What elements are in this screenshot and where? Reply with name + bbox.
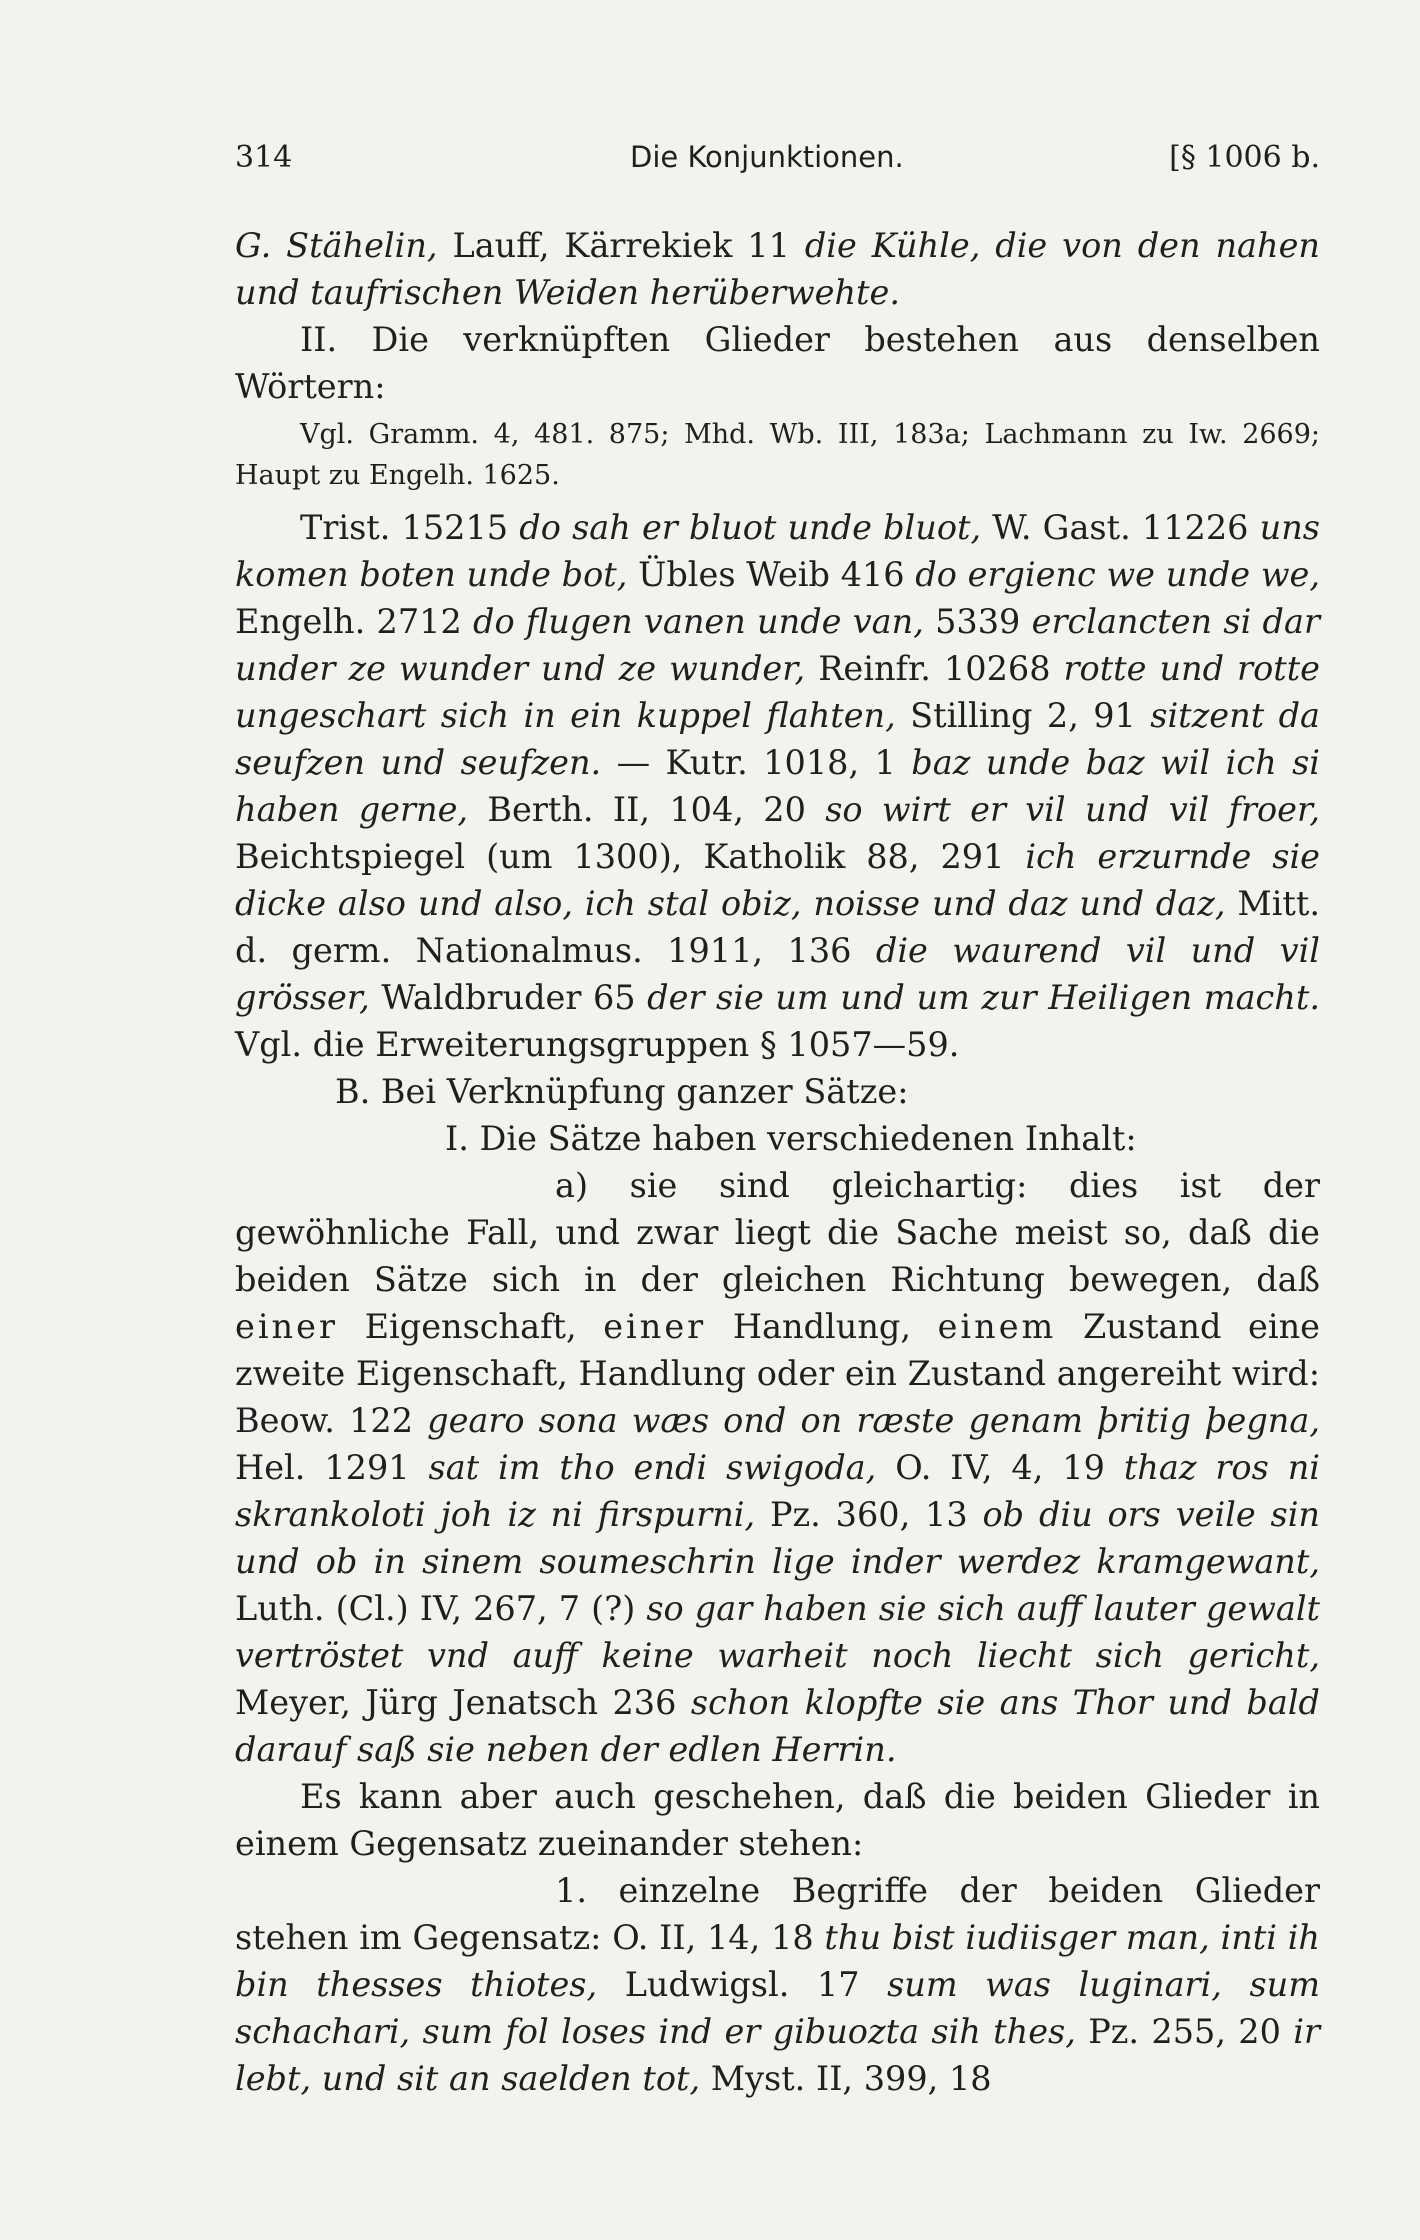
chapter-title: Die Konjunktionen. [630, 140, 904, 174]
text-run: Reinfr. 10268 [805, 649, 1064, 688]
page-number: 314 [235, 140, 293, 175]
text-run: 5339 [923, 602, 1032, 641]
text-run: Engelh. 2712 [235, 602, 474, 641]
text-run: Hel. 1291 [235, 1448, 429, 1487]
paragraph [235, 222, 1320, 316]
quotation-text: G. Stähelin, [235, 226, 438, 265]
paragraph [235, 1773, 1320, 1867]
quotation-text: die waurend vil und vil grösser, [235, 931, 1320, 1017]
quotation-text: gearo sona wæs ond on ræste genam þritig þegna, [427, 1401, 1320, 1440]
quotation-text: baz unde baz wil ich si haben gerne, [235, 743, 1321, 829]
quotation-text: do sah er bluot unde bluot, [519, 508, 982, 547]
quotation-text: ob diu ors veile sin und ob in sinem soumeschrin lige inder werdez kramgewant, [235, 1495, 1320, 1581]
text-run: Übles Weib 416 [627, 555, 916, 594]
quotation-text: so gar haben sie sich auff lauter gewalt vertröstet vnd auff keine warheit noch liecht sich gericht, [235, 1589, 1320, 1675]
quotation-text: so wirt er vil und vil froer, [825, 790, 1320, 829]
text-run: W. Gast. 11226 [981, 508, 1260, 547]
paragraph [235, 504, 1320, 1068]
quotation-text: ich erzurnde sie dicke also und also, ich stal obiz, noisse und daz und daz, [235, 837, 1320, 923]
text-run: Handlung, [706, 1307, 938, 1346]
section-reference: [§ 1006 b. [1169, 140, 1320, 175]
text-run: Ludwigsl. 17 [597, 1965, 888, 2004]
text-run: Zustand eine zweite Eigenschaft, Handlung oder ein Zustand angereiht wird: Beow. 122 [235, 1307, 1320, 1440]
text-run: Es kann aber auch geschehen, daß die beiden Glieder in einem Gegensatz zueinander stehen: [235, 1777, 1320, 1863]
text-run: a) sie sind gleichartig: dies ist der gewöhnliche Fall, und zwar liegt die Sache meist so, daß die beiden Sätze sich in der gleichen Richtung bewegen, daß [235, 1166, 1320, 1299]
text-run: I. Die Sätze haben verschiedenen Inhalt: [445, 1119, 1137, 1158]
quotation-text: erclancten si dar under ze wunder und ze wunder, [235, 602, 1320, 688]
text-run: Stilling 2, 91 [895, 696, 1151, 735]
quotation-text: rotte und rotte ungeschart sich in ein kuppel flahten, [235, 649, 1320, 735]
quotation-text: die Kühle, die von den nahen und taufrischen Weiden herüberwehte. [235, 226, 1320, 312]
text-run: Eigenschaft, [337, 1307, 604, 1346]
quotation-text: do flugen vanen unde van, [473, 602, 924, 641]
paragraph [235, 414, 1320, 496]
quotation-text: thaz ros ni skrankoloti joh iz ni firspurni, [235, 1448, 1320, 1534]
paragraph [235, 1115, 1320, 1162]
text-run: Lauff, Kärrekiek 11 [437, 226, 805, 265]
quotation-text: ir lebt, und sit an saelden tot, [235, 2012, 1320, 2098]
text-run: Pz. 360, 13 [755, 1495, 983, 1534]
paragraph [235, 1162, 1320, 1773]
text-run: Luth. (Cl.) IV, 267, 7 (?) [235, 1589, 647, 1628]
quotation-text: uns komen boten unde bot, [235, 508, 1320, 594]
quotation-text: thu bist iudiisger man, inti ih bin thesses thiotes, [235, 1918, 1320, 2004]
text-run: einer [603, 1307, 707, 1346]
text-run: Meyer, Jürg Jenatsch 236 [235, 1683, 691, 1722]
text-run: Trist. 15215 [300, 508, 520, 547]
text-run: II. Die verknüpften Glieder bestehen aus denselben Wörtern: [235, 320, 1320, 406]
paragraph [235, 1068, 1320, 1115]
text-run: — Kutr. 1018, 1 [601, 743, 912, 782]
text-run: B. Bei Verknüpfung ganzer Sätze: [335, 1072, 909, 1111]
quotation-text: sat im tho endi swigoda, [428, 1448, 877, 1487]
text-run: einem [937, 1307, 1057, 1346]
page-body [235, 222, 1320, 2102]
text-run: Vgl. die Erweiterungsgruppen § 1057—59. [235, 1025, 960, 1064]
text-run: Beichtspiegel (um 1300), Katholik 88, 291 [235, 837, 1026, 876]
running-header [235, 140, 1320, 190]
text-run: Vgl. Gramm. 4, 481. 875; Mhd. Wb. III, 183a; Lachmann zu Iw. 2669; Haupt zu Engelh. 1625. [235, 419, 1320, 491]
text-run: Myst. II, 399, 18 [700, 2059, 992, 2098]
text-run: Pz. 255, 20 [1075, 2012, 1294, 2051]
quotation-text: sum was luginari, sum schachari, sum fol loses ind er gibuozta sih thes, [235, 1965, 1320, 2051]
quotation-text: der sie um und um zur Heiligen macht. [647, 978, 1320, 1017]
text-run: Berth. II, 104, 20 [468, 790, 826, 829]
text-run: Mitt. d. germ. Nationalmus. 1911, 136 [235, 884, 1320, 970]
quotation-text: schon klopfte sie ans Thor und bald darauf saß sie neben der edlen Herrin. [235, 1683, 1320, 1769]
paragraph [235, 1867, 1320, 2102]
quotation-text: sitzent da seufzen und seufzen. [235, 696, 1320, 782]
text-run: 1. einzelne Begriffe der beiden Glieder stehen im Gegensatz: O. II, 14, 18 [235, 1871, 1320, 1957]
quotation-text: do ergienc we unde we, [915, 555, 1320, 594]
paragraph [235, 316, 1320, 410]
text-run: Waldbruder 65 [369, 978, 648, 1017]
text-run: O. IV, 4, 19 [876, 1448, 1124, 1487]
text-run: einer [235, 1307, 338, 1346]
